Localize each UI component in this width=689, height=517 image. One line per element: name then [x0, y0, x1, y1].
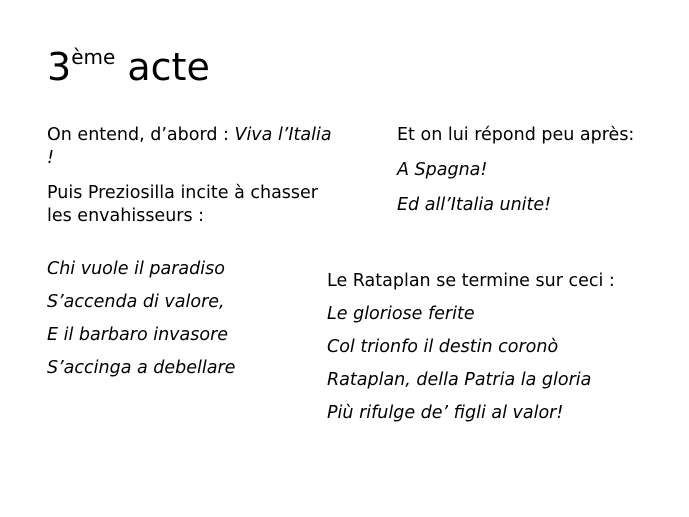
poem-line: Le gloriose ferite: [327, 304, 475, 324]
right-poem-block: [327, 270, 667, 435]
response-verse-1: [397, 159, 667, 182]
response-verse-2: [397, 194, 667, 217]
response-verse-1-text: A Spagna!: [397, 160, 488, 180]
intro-line-2: Puis Preziosilla incite à chasser les envahisseurs :: [47, 183, 318, 226]
intro-line-1-text: On entend, d’abord :: [47, 125, 235, 145]
poem-line: Chi vuole il paradiso: [47, 259, 225, 279]
intro-line-1: [47, 124, 332, 170]
poem-line: Rataplan, della Patria la gloria: [327, 370, 592, 390]
poem-line: Più rifulge de’ figli al valor!: [327, 403, 564, 423]
left-poem-block: [47, 258, 307, 390]
title-word: acte: [115, 45, 210, 89]
title-superscript: ème: [71, 45, 116, 69]
poem-line: E il barbaro invasore: [47, 325, 229, 345]
poem-line: S’accenda di valore,: [47, 292, 225, 312]
slide-title: [47, 42, 210, 98]
response-intro: Et on lui répond peu après:: [397, 125, 635, 145]
title-number: 3: [47, 45, 72, 89]
poem-line: S’accinga a debellare: [47, 358, 236, 378]
right-intro-block: [397, 124, 667, 229]
left-intro-block: [47, 124, 332, 240]
response-verse-2-text: Ed all’Italia unite!: [397, 195, 552, 215]
intro-line-1-italic: Viva l’Italia !: [47, 125, 332, 168]
poem-line: Col trionfo il destin coronò: [327, 337, 559, 357]
rataplan-intro: Le Rataplan se termine sur ceci :: [327, 271, 615, 291]
